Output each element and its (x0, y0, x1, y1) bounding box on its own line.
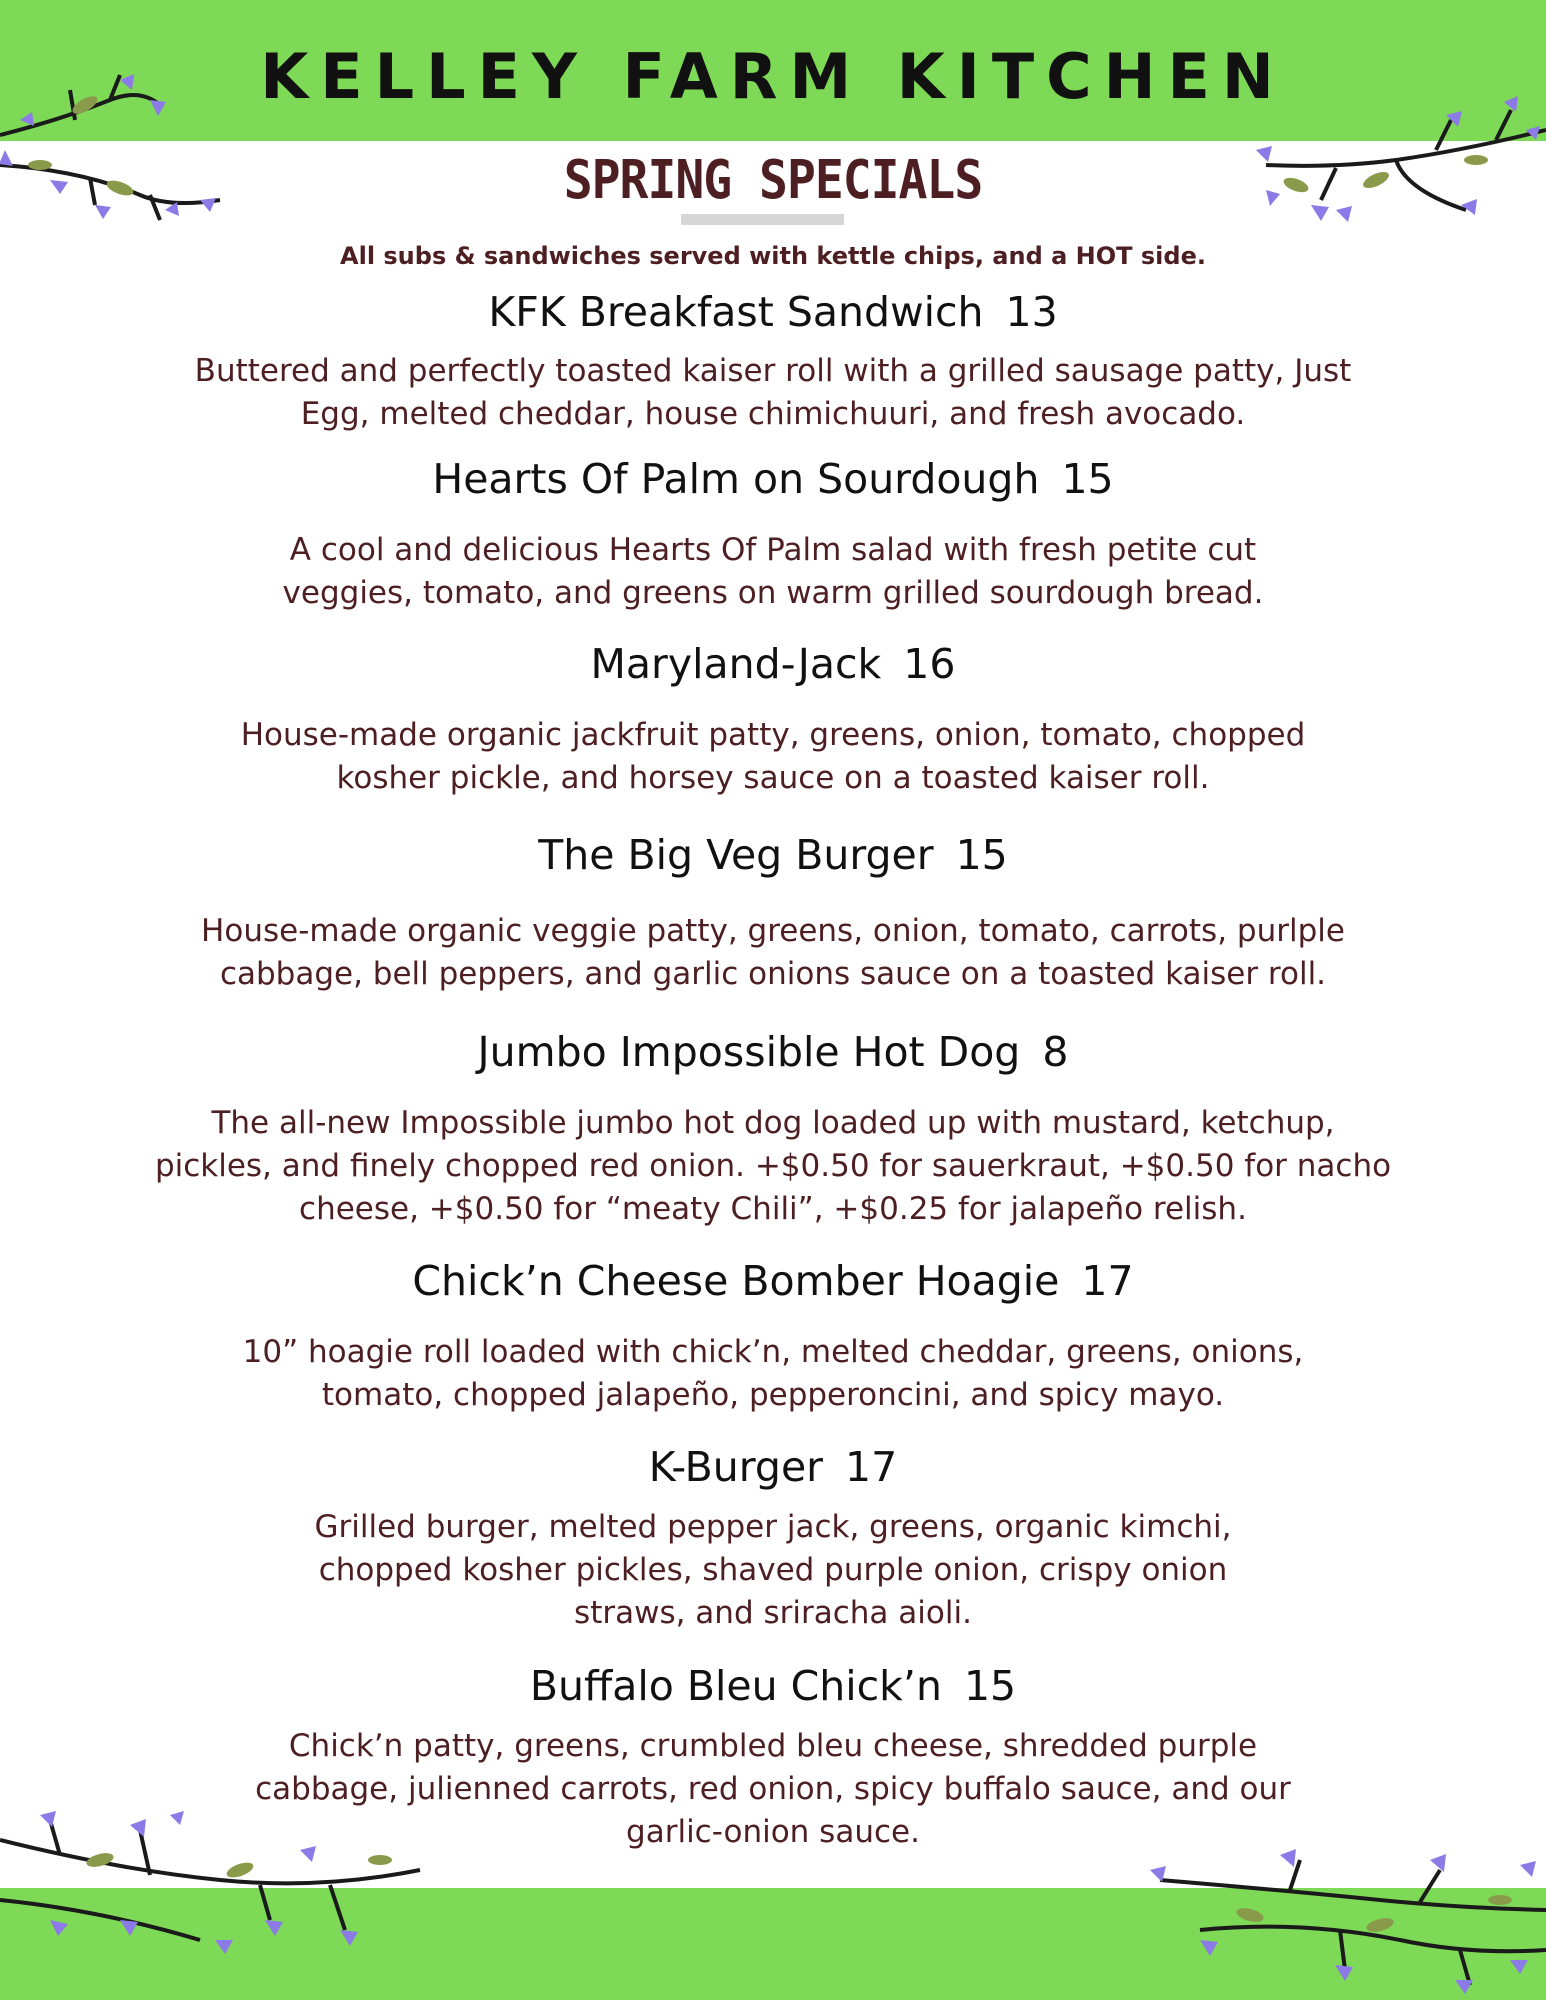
menu-item-description: 10” hoagie roll loaded with chick’n, melted cheddar, greens, onions, tomato, chopped jalapeño, pepperoncini, and spicy mayo. (242, 1334, 1304, 1413)
menu-item-description: Grilled burger, melted pepper jack, greens, organic kimchi, chopped kosher pickles, shaved purple onion, crispy onion straws, and sriracha aioli. (314, 1509, 1232, 1631)
item-price: 17 (845, 1443, 898, 1491)
menu-item-name (0, 831, 1546, 879)
item-title: Buffalo Bleu Chick’n (529, 1662, 942, 1710)
menu-item-description: House-made organic veggie patty, greens, onion, tomato, carrots, purlple cabbage, bell peppers, and garlic onions sauce on a toasted kaiser roll. (201, 913, 1345, 992)
menu-item-description: House-made organic jackfruit patty, greens, onion, tomato, chopped kosher pickle, and horsey sauce on a toasted kaiser roll. (240, 717, 1306, 796)
item-title: Chick’n Cheese Bomber Hoagie (412, 1257, 1060, 1305)
menu-item-name (0, 1257, 1546, 1305)
flower-branch-bottom-right-icon (1140, 1840, 1546, 2000)
item-price: 15 (955, 831, 1008, 879)
menu-item-name (0, 1028, 1546, 1076)
menu-item-name (0, 455, 1546, 503)
item-price: 16 (903, 640, 956, 688)
item-title: Maryland-Jack (590, 640, 882, 688)
item-title: K-Burger (648, 1443, 824, 1491)
menu-item-description: The all-new Impossible jumbo hot dog loaded up with mustard, ketchup, pickles, and finely chopped red onion. +$0.50 for sauerkraut, +$0.50 for nacho cheese, +$0.50 for “meaty Chili”, +$0.25 for jalapeño relish. (154, 1105, 1392, 1227)
item-title: Hearts Of Palm on Sourdough (432, 455, 1040, 503)
restaurant-name: KELLEY FARM KITCHEN (260, 40, 1286, 113)
item-title: The Big Veg Burger (538, 831, 934, 879)
menu-item-description: A cool and delicious Hearts Of Palm salad with fresh petite cut veggies, tomato, and greens on warm grilled sourdough bread. (282, 532, 1264, 611)
title-underline (681, 214, 844, 225)
item-title: Jumbo Impossible Hot Dog (477, 1028, 1021, 1076)
menu-item-name (0, 1662, 1546, 1710)
item-price: 15 (963, 1662, 1017, 1710)
menu-item-description: Chick’n patty, greens, crumbled bleu cheese, shredded purple cabbage, julienned carrots, red onion, spicy buffalo sauce, and our garlic-onion sauce. (255, 1728, 1291, 1850)
item-title: KFK Breakfast Sandwich (488, 288, 984, 336)
menu-item-description: Buttered and perfectly toasted kaiser roll with a grilled sausage patty, Just Egg, melted cheddar, house chimichuuri, and fresh avocado. (194, 353, 1352, 432)
menu-subtitle: All subs & sandwiches served with kettle chips, and a HOT side. (340, 242, 1206, 270)
item-price: 15 (1061, 455, 1114, 503)
section-title: SPRING SPECIALS (563, 148, 983, 212)
item-price: 17 (1081, 1257, 1134, 1305)
menu-item-name (0, 1443, 1546, 1491)
menu-item-name (0, 288, 1546, 336)
menu-item-name (0, 640, 1546, 688)
item-price: 8 (1042, 1028, 1069, 1076)
item-price: 13 (1005, 288, 1058, 336)
